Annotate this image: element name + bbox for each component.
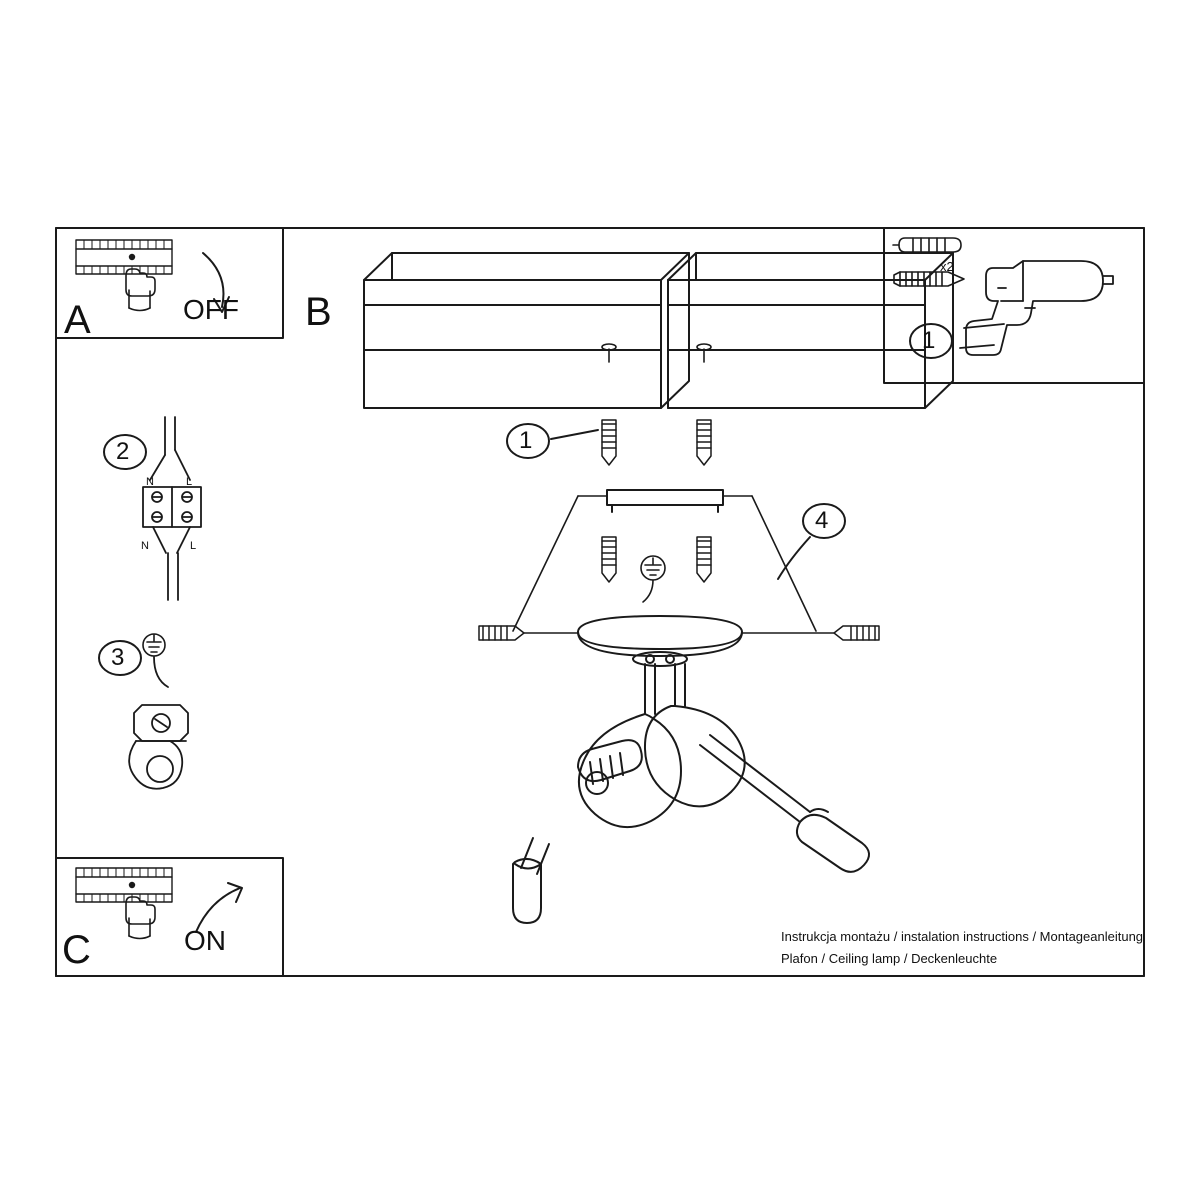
callout-4-circle (778, 504, 845, 579)
hand-pointing-icon (126, 269, 155, 311)
panel-b-letter: B (305, 290, 332, 334)
wall-plug-icon (893, 238, 961, 252)
step-2-number: 2 (116, 438, 130, 465)
step-3-number: 3 (111, 644, 125, 671)
frame-lines (56, 228, 1144, 976)
grub-screw-right-icon (742, 626, 879, 640)
mounting-bracket-icon (607, 490, 723, 512)
ceiling-drill-holes (602, 344, 711, 362)
terminal-label-l-top: L (186, 476, 193, 488)
callout-4-number: 4 (815, 507, 829, 534)
panel-c-letter: C (62, 928, 91, 972)
wall-plug-quantity: x2 (940, 259, 954, 274)
ceiling-canopy-icon (578, 616, 742, 666)
loop-ceiling-lamp-icon (513, 664, 869, 923)
cordless-drill-icon (960, 261, 1113, 355)
earth-ring-terminal-icon (129, 657, 188, 789)
footer-line-1: Instrukcja montażu / instalation instructions / Montageanleitung (781, 929, 1144, 944)
ceiling-slab-icon (364, 253, 953, 408)
terminal-block-icon (143, 417, 201, 600)
callout-1-number: 1 (519, 427, 533, 454)
bracket-screw-left (602, 537, 616, 582)
terminal-label-l-bottom: L (190, 540, 197, 552)
ceiling-screw-right (697, 420, 711, 465)
bracket-screw-right (697, 537, 711, 582)
tools-step-1-number: 1 (922, 327, 936, 354)
footer-line-2: Plafon / Ceiling lamp / Deckenleuchte (781, 951, 998, 966)
grub-screw-left-icon (479, 626, 578, 640)
panel-c-state-label: ON (184, 925, 226, 956)
panel-a-letter: A (64, 298, 91, 342)
earth-ground-icon-step3 (143, 634, 165, 656)
terminal-label-n-bottom: N (141, 540, 149, 552)
terminal-label-n-top: N (146, 476, 154, 488)
circuit-breaker-off-icon (76, 240, 172, 274)
ceiling-screw-left (602, 420, 616, 465)
earth-ground-icon-assembly (641, 556, 665, 602)
panel-a-state-label: OFF (183, 294, 239, 325)
circuit-breaker-on-icon (76, 868, 172, 902)
hand-pointing-icon-c (126, 897, 155, 939)
